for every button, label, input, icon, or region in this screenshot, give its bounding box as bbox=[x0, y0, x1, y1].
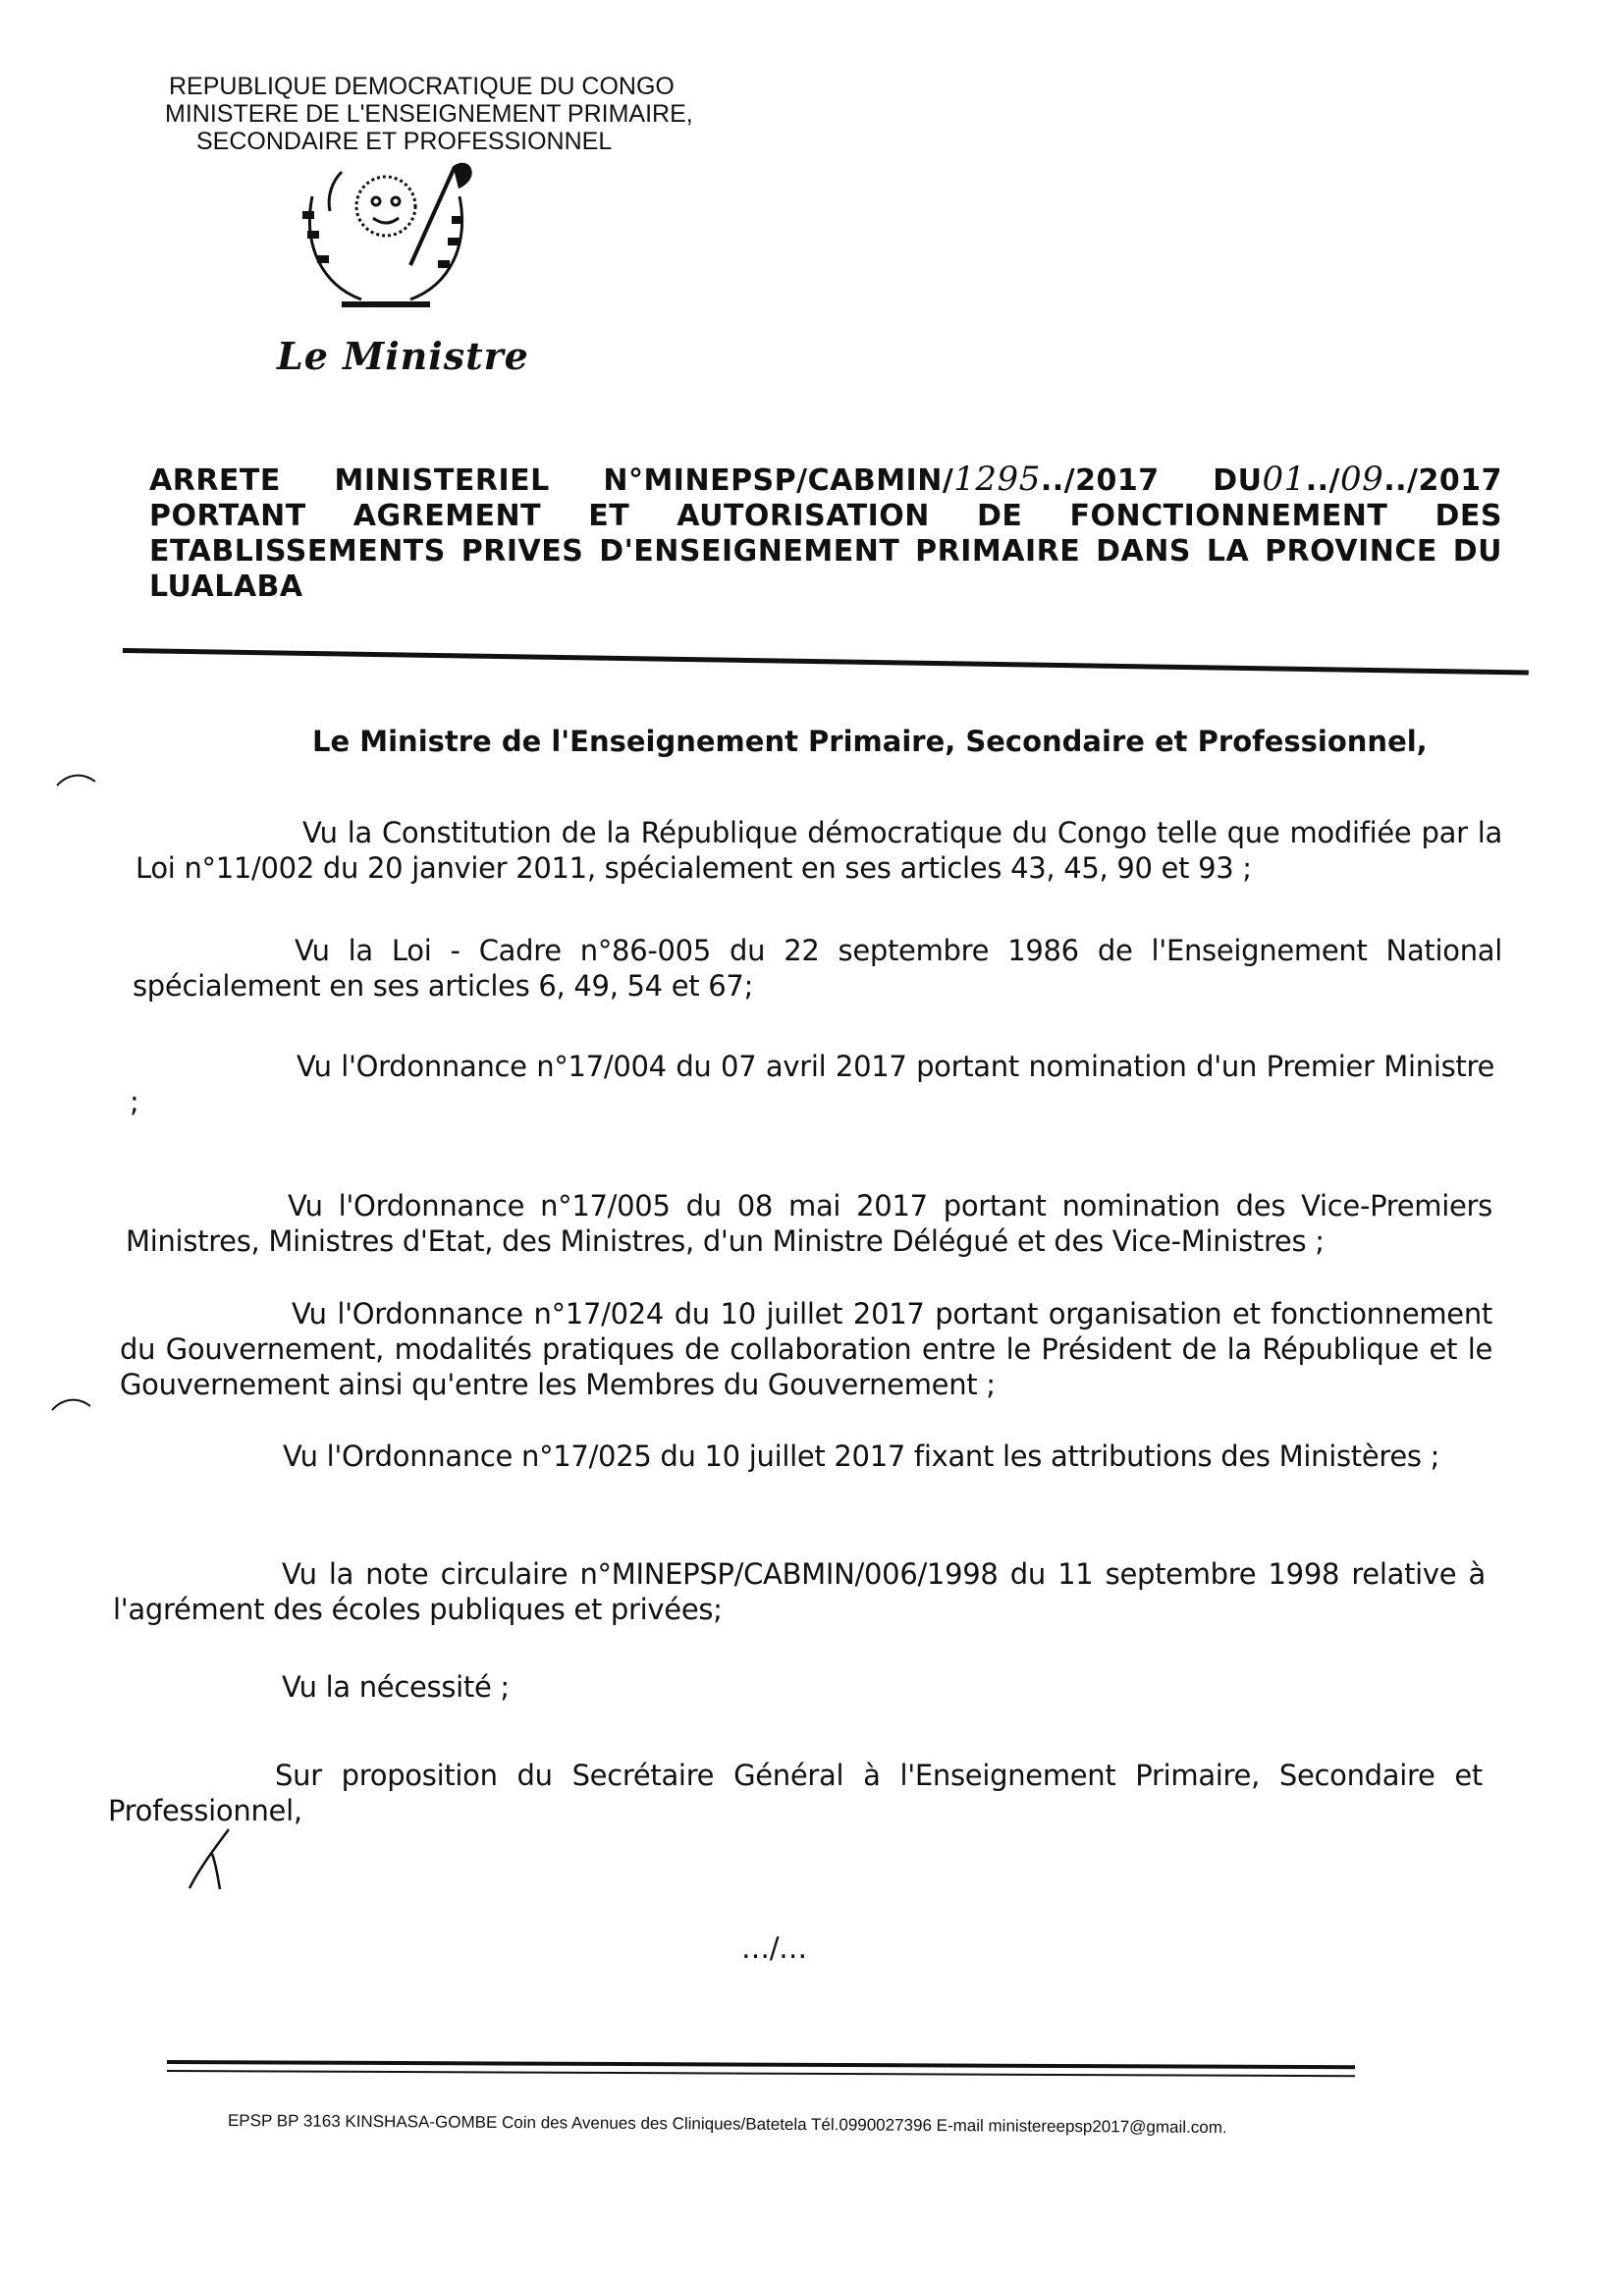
footer-address: EPSP BP 3163 KINSHASA-GOMBE Coin des Avenues des Cliniques/Batetela Tél.0990027396 E-mail ministereepsp2017@gmail.com. bbox=[227, 2111, 1227, 2138]
footer-rule-thin bbox=[167, 2070, 1355, 2077]
margin-mark bbox=[49, 1392, 93, 1414]
title-prefix: ARRETE MINISTERIEL N°MINEPSP/CABMIN/ bbox=[149, 463, 954, 498]
title-rest: PORTANT AGREMENT ET AUTORISATION DE FONCTIONNEMENT DES ETABLISSEMENTS PRIVES D'ENSEIGNEMENT PRIMAIRE DANS LA PROVINCE DU LUALABA bbox=[149, 499, 1502, 604]
header-country: REPUBLIQUE DEMOCRATIQUE DU CONGO bbox=[169, 73, 675, 100]
paragraph-2: Vu la Loi - Cadre n°86-005 du 22 septembre 1986 de l'Enseignement National spécialement en ses articles 6, 49, 54 et 67; bbox=[133, 934, 1502, 1003]
decree-day: 01 bbox=[1262, 460, 1306, 499]
footer-rule bbox=[167, 2060, 1355, 2069]
paragraph-9: Sur proposition du Secrétaire Général à l'Enseignement Primaire, Secondaire et Professionnel, bbox=[108, 1759, 1483, 1827]
title-year2: /2017 bbox=[1407, 463, 1502, 498]
title-rule bbox=[123, 648, 1529, 675]
paragraph-8: Vu la nécessité ; bbox=[282, 1670, 510, 1704]
continuation-mark: …/… bbox=[741, 1931, 807, 1965]
paragraph-6: Vu l'Ordonnance n°17/025 du 10 juillet 2017 fixant les attributions des Ministères ; bbox=[283, 1439, 1440, 1473]
coat-of-arms-icon bbox=[283, 157, 489, 324]
decree-title: ARRETE MINISTERIEL N°MINEPSP/CABMIN/1295../2017 DU01../09../2017 PORTANT AGREMENT ET AUTORISATION DE FONCTIONNEMENT DES ETABLISSEMENTS PRIVES D'ENSEIGNEMENT PRIMAIRE DANS LA PROVINCE DU LUALABA bbox=[149, 460, 1502, 604]
signatory-title: Le Ministre bbox=[277, 334, 529, 378]
margin-mark bbox=[54, 768, 98, 789]
paragraph-4: Vu l'Ordonnance n°17/005 du 08 mai 2017 portant nomination des Vice-Premiers Ministres, Ministres d'Etat, des Ministres, d'un Ministre Délégué et des Vice-Ministres ; bbox=[126, 1189, 1492, 1258]
minister-heading: Le Ministre de l'Enseignement Primaire, Secondaire et Professionnel, bbox=[312, 725, 1428, 758]
paragraph-3: Vu l'Ordonnance n°17/004 du 07 avril 2017 portant nomination d'un Premier Ministre ; bbox=[130, 1050, 1494, 1118]
decree-number: 1295 bbox=[953, 460, 1041, 499]
header-ministry: MINISTERE DE L'ENSEIGNEMENT PRIMAIRE, bbox=[165, 100, 693, 128]
header-ministry-sub: SECONDAIRE ET PROFESSIONNEL bbox=[196, 128, 613, 155]
paragraph-1: Vu la Constitution de la République démocratique du Congo telle que modifiée par la Loi n°11/002 du 20 janvier 2011, spécialement en ses articles 43, 45, 90 et 93 ; bbox=[135, 816, 1502, 885]
initials-mark bbox=[185, 1824, 244, 1893]
title-year: /2017 DU bbox=[1063, 463, 1263, 498]
paragraph-7: Vu la note circulaire n°MINEPSP/CABMIN/006/1998 du 11 septembre 1998 relative à l'agrément des écoles publiques et privées; bbox=[113, 1557, 1486, 1626]
paragraph-5: Vu l'Ordonnance n°17/024 du 10 juillet 2017 portant organisation et fonctionnement du Gouvernement, modalités pratiques de collaboration entre le Président de la République et le Gouvernement ainsi qu'entre les Membres du Gouvernement ; bbox=[120, 1297, 1492, 1401]
decree-month: 09 bbox=[1339, 460, 1384, 499]
